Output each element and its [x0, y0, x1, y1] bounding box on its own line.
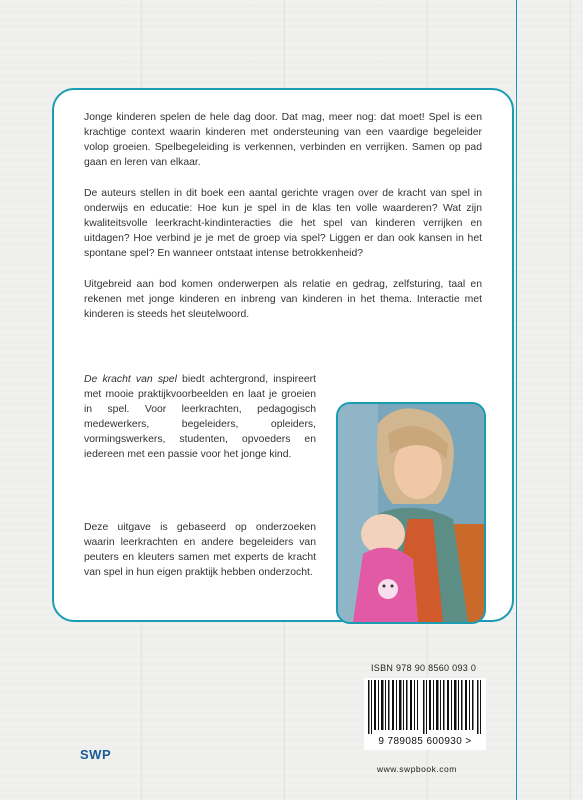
- book-title: De kracht van spel: [84, 374, 177, 385]
- barcode-digits: 9 789085 600930 >: [378, 736, 472, 747]
- spine-line: [516, 0, 517, 800]
- blurb-text: [84, 110, 482, 338]
- blurb-paragraph-5: Deze uitgave is gebaseerd op onderzoeken waarin leerkrachten en andere begeleiders van peuters en kleuters samen met experts de kracht van spel in hun eigen praktijk hebben onderzocht.: [84, 522, 316, 578]
- isbn-label: ISBN 978 90 8560 093 0: [371, 663, 477, 673]
- blurb-paragraph-4-body: biedt achtergrond, inspireert met mooie praktijkvoorbeelden en laat je groeien in spel. Voor leerkrachten, pedagogisch medewerkers, begeleiders, opleiders, vormingswerkers, studenten, opvoeders en iedereen met een passie voor het jonge kind.: [84, 374, 316, 460]
- publisher-website: www.swpbook.com: [377, 764, 457, 774]
- child-with-doll-image: [338, 404, 484, 622]
- barcode-bars: [364, 678, 486, 736]
- publisher-logo: SWP: [80, 747, 112, 762]
- blurb-paragraph-4: [84, 372, 316, 462]
- child-photo: [336, 402, 486, 624]
- barcode: [364, 678, 486, 750]
- blurb-paragraph-3: Uitgebreid aan bod komen onderwerpen als relatie en gedrag, zelfsturing, taal en rekenen met jonge kinderen en inbreng van kinderen in het thema. Interactie met kinderen is steeds het sleutelwoord.: [84, 279, 482, 320]
- blurb-panel: [52, 88, 514, 622]
- blurb-paragraph-1: Jonge kinderen spelen de hele dag door. Dat mag, meer nog: dat moet! Spel is een krachtige context waarin kinderen met ondersteuning van een vaardige begeleider volop groeien. Spelbegeleiding is verkennen, verbinden en verrijken. Samen op pad gaan en leren van elkaar.: [84, 112, 482, 168]
- blurb-paragraph-2: De auteurs stellen in dit boek een aantal gerichte vragen over de kracht van spel in onderwijs en educatie: Hoe kun je spel in de klas ten volle waarderen? Wat zijn kwaliteitsvolle leerkracht-kindinteracties die het spel van kinderen verrijken en uitdagen? Hoe verbind je je met de groep via spel? Liggen er dan ook kansen in het spontane spel? En wanneer ontstaat intense betrokkenheid?: [84, 188, 482, 259]
